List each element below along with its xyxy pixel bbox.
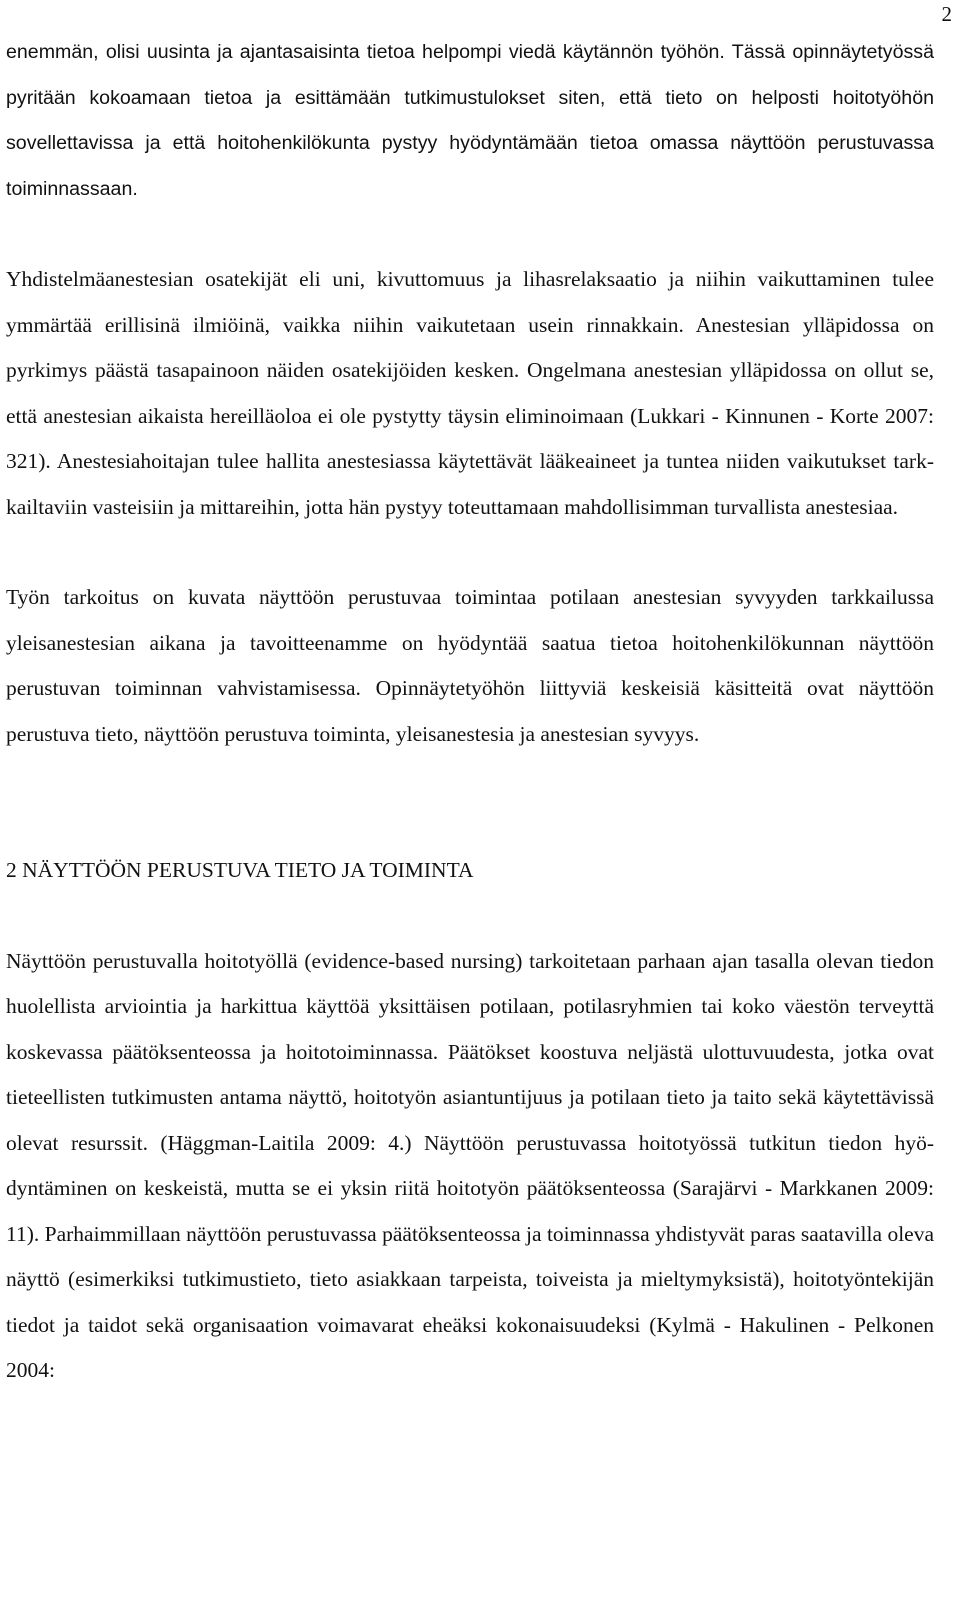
paragraph-spacer bbox=[6, 894, 934, 939]
paragraph-spacer bbox=[6, 530, 934, 575]
section-heading: 2 NÄYTTÖÖN PERUSTUVA TIETO JA TOIMINTA bbox=[6, 858, 474, 882]
paragraph-spacer bbox=[6, 212, 934, 257]
paragraph-intro-continuation: enemmän, olisi uusinta ja ajantasaisinta tietoa helpompi viedä käytännön työhön. Tässä opinnäytetyössä pyritään kokoamaan tietoa ja esittämään tutkimustulokset siten, että tieto on helposti hoitotyöhön sovellettavissa ja että hoitohenkilökunta pystyy hyödyntämään tietoa omassa näyttöön perustuvassa toiminnassaan. bbox=[6, 41, 934, 200]
document-body bbox=[6, 30, 934, 1394]
paragraph-purpose: Työn tarkoitus on kuvata näyttöön perustuvaa toimintaa potilaan anestesian syvyyden tarkkailussa yleisanestesian aikana ja tavoitteenamme on hyödyntää saatua tietoa hoitohenkilökunnan näyttöön perustuvan toiminnan vahvistamisessa. Opinnäytetyöhön liittyviä keskeisiä käsitteitä ovat näyttöön perustuva tieto, näyttöön perustuva toiminta, yleisanestesia ja anestesian syvyys. bbox=[6, 585, 934, 746]
paragraph-evidence-based-nursing: Näyttöön perustuvalla hoitotyöllä (evidence-based nursing) tarkoitetaan parhaan ajan tasalla olevan tiedon huolellista arviointia ja harkittua käyttöä yksittäisen potilaan, potilasryhmien tai koko väestön terveyttä koskevassa päätöksenteossa ja hoitotoiminnassa. Päätökset koostuva neljästä ulottuvuudesta, jotka ovat tieteellisten tutkimusten antama näyttö, hoitotyön asiantuntijuus ja potilaan tieto ja taito sekä käytettävissä olevat resurssit. (Häggman-Laitila 2009: 4.) Näyttöön perustuvassa hoitotyössä tutkitun tiedon hyödyntäminen on keskeistä, mutta se ei yksin riitä hoitotyön päätöksenteossa (Sarajärvi - Markkanen 2009: 11). Parhaimmillaan näyttöön perustuvassa päätöksenteossa ja toiminnassa yhdistyvät paras saatavilla oleva näyttö (esimerkiksi tutkimustieto, tieto asiakkaan tarpeista, toiveista ja mieltymyksistä), hoitotyöntekijän tiedot ja taidot sekä organisaation voimavarat eheäksi kokonaisuudeksi (Kylmä - Hakulinen - Pelkonen 2004: bbox=[6, 948, 934, 1382]
paragraph-combination-anesthesia: Yhdistelmäanestesian osatekijät eli uni, kivuttomuus ja lihasrelaksaatio ja niihin vaikuttaminen tulee ymmärtää erillisinä ilmiöinä, vaikka niihin vaikutetaan usein rinnakkain. Anestesian ylläpidossa on pyrkimys päästä tasapainoon näiden osatekijöiden kesken. Ongelmana anestesian ylläpidossa on ollut se, että anestesian aikaista hereilläoloa ei ole pystytty täysin eliminoimaan (Lukkari - Kinnunen - Korte 2007: 321). Anestesiahoitajan tulee hallita anestesiassa käytettävät lääkeaineet ja tuntea niiden vaikutukset tarkkailtaviin vasteisiin ja mittareihin, jotta hän pystyy toteuttamaan mahdollisimman turvallista anestesiaa. bbox=[6, 267, 934, 519]
page-number: 2 bbox=[941, 2, 952, 26]
section-spacer bbox=[6, 757, 934, 848]
